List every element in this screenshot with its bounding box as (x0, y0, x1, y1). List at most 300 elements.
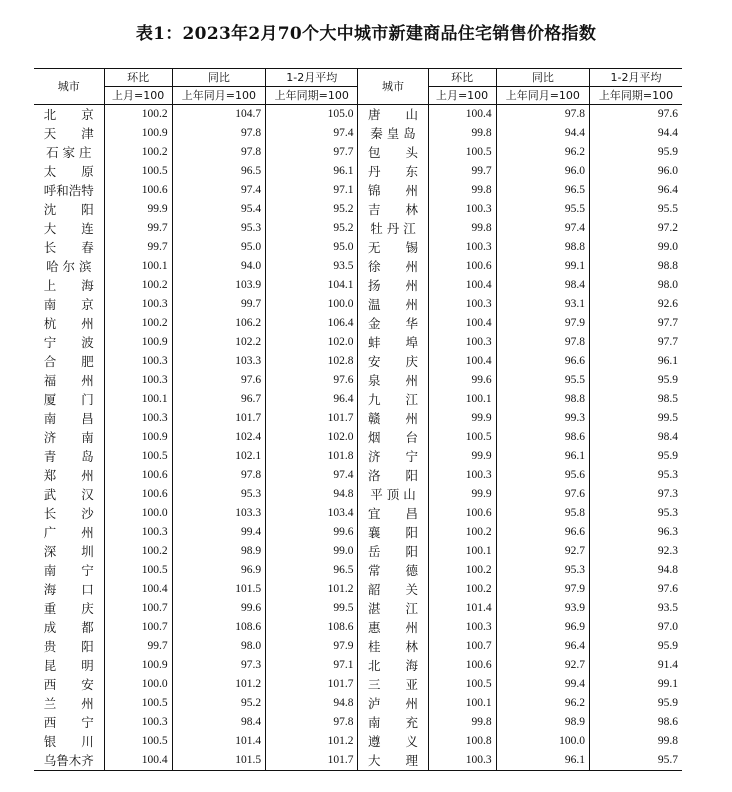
city-name: 岳 阳 (358, 542, 428, 561)
table-row (34, 162, 682, 181)
city-name: 牡 丹 江 (358, 219, 428, 238)
mom-value: 100.5 (104, 694, 172, 713)
ytd-value: 97.1 (266, 181, 358, 200)
ytd-value: 96.0 (590, 162, 682, 181)
ytd-value: 95.7 (590, 751, 682, 771)
yoy-value: 97.9 (496, 314, 589, 333)
yoy-value: 96.6 (496, 352, 589, 371)
mom-value: 100.4 (428, 352, 496, 371)
table-row (34, 219, 682, 238)
ytd-base-left: 上年同期=100 (266, 87, 358, 105)
ytd-value: 97.7 (590, 314, 682, 333)
ytd-value: 94.8 (266, 485, 358, 504)
yoy-value: 108.6 (172, 618, 265, 637)
city-name: 海 口 (43, 582, 94, 597)
ytd-value: 95.9 (590, 694, 682, 713)
yoy-value: 93.9 (496, 599, 589, 618)
city-name: 深 圳 (43, 544, 94, 559)
mom-value: 99.9 (428, 409, 496, 428)
mom-value: 100.3 (104, 713, 172, 732)
yoy-value: 102.4 (172, 428, 265, 447)
mom-value: 100.3 (428, 751, 496, 771)
city-name: 长 沙 (43, 506, 94, 521)
yoy-value: 97.8 (172, 143, 265, 162)
table-row (34, 200, 682, 219)
city-name: 广 州 (43, 525, 94, 540)
ytd-value: 96.5 (266, 561, 358, 580)
mom-value: 100.6 (104, 485, 172, 504)
table-row (34, 561, 682, 580)
ytd-value: 98.5 (590, 390, 682, 409)
ytd-value: 97.4 (266, 124, 358, 143)
table-row (34, 428, 682, 447)
city-name: 贵 阳 (43, 639, 94, 654)
table-row (34, 637, 682, 656)
table-row (34, 371, 682, 390)
ytd-value: 99.5 (266, 599, 358, 618)
header-row (34, 69, 682, 87)
yoy-value: 92.7 (496, 542, 589, 561)
mom-value: 100.5 (428, 428, 496, 447)
mom-value: 100.6 (428, 656, 496, 675)
ytd-value: 96.4 (266, 390, 358, 409)
yoy-value: 95.3 (172, 219, 265, 238)
ytd-value: 91.4 (590, 656, 682, 675)
yoy-value: 94.0 (172, 257, 265, 276)
mom-value: 100.1 (104, 257, 172, 276)
yoy-value: 101.2 (172, 675, 265, 694)
city-name: 襄 阳 (358, 523, 428, 542)
table-row (34, 143, 682, 162)
ytd-value: 96.1 (266, 162, 358, 181)
ytd-value: 97.9 (266, 637, 358, 656)
yoy-value: 98.8 (496, 238, 589, 257)
city-name: 扬 州 (358, 276, 428, 295)
mom-value: 100.5 (104, 561, 172, 580)
city-name: 大 连 (43, 221, 94, 236)
mom-value: 100.2 (428, 523, 496, 542)
mom-base-right: 上月=100 (428, 87, 496, 105)
yoy-value: 98.8 (496, 390, 589, 409)
ytd-value: 97.1 (266, 656, 358, 675)
mom-value: 100.3 (428, 618, 496, 637)
yoy-value: 97.8 (496, 333, 589, 352)
city-name: 遵 义 (358, 732, 428, 751)
mom-value: 100.2 (104, 542, 172, 561)
mom-value: 101.4 (428, 599, 496, 618)
ytd-value: 101.7 (266, 675, 358, 694)
city-name: 银 川 (43, 734, 94, 749)
ytd-value: 99.0 (590, 238, 682, 257)
mom-value: 100.4 (104, 580, 172, 599)
ytd-value: 103.4 (266, 504, 358, 523)
yoy-value: 97.8 (172, 124, 265, 143)
yoy-value: 104.7 (172, 105, 265, 125)
mom-value: 100.3 (428, 238, 496, 257)
table-row (34, 542, 682, 561)
city-name: 福 州 (43, 373, 94, 388)
city-name: 武 汉 (43, 487, 94, 502)
mom-value: 99.7 (104, 219, 172, 238)
yoy-value: 102.2 (172, 333, 265, 352)
ytd-value: 97.7 (266, 143, 358, 162)
city-name: 合 肥 (43, 354, 94, 369)
city-name: 上 海 (43, 278, 94, 293)
yoy-value: 103.3 (172, 504, 265, 523)
yoy-value: 106.2 (172, 314, 265, 333)
ytd-value: 95.0 (266, 238, 358, 257)
mom-value: 100.0 (104, 675, 172, 694)
yoy-value: 95.0 (172, 238, 265, 257)
ytd-value: 93.5 (266, 257, 358, 276)
yoy-value: 99.7 (172, 295, 265, 314)
yoy-value: 101.7 (172, 409, 265, 428)
city-name: 杭 州 (43, 316, 94, 331)
yoy-value: 97.6 (172, 371, 265, 390)
mom-value: 100.6 (428, 504, 496, 523)
mom-value: 100.3 (428, 333, 496, 352)
ytd-value: 97.7 (590, 333, 682, 352)
mom-value: 100.6 (104, 181, 172, 200)
mom-value: 100.7 (104, 618, 172, 637)
mom-value: 100.4 (428, 105, 496, 125)
yoy-value: 98.9 (172, 542, 265, 561)
yoy-value: 99.1 (496, 257, 589, 276)
city-name: 宜 昌 (358, 504, 428, 523)
ytd-value: 106.4 (266, 314, 358, 333)
city-name: 烟 台 (358, 428, 428, 447)
ytd-value: 101.2 (266, 580, 358, 599)
ytd-value: 95.9 (590, 637, 682, 656)
ytd-value: 97.6 (590, 580, 682, 599)
mom-value: 100.4 (104, 751, 172, 771)
mom-value: 100.4 (428, 276, 496, 295)
yoy-value: 96.6 (496, 523, 589, 542)
mom-value: 100.0 (104, 504, 172, 523)
mom-value: 100.9 (104, 333, 172, 352)
ytd-value: 95.9 (590, 447, 682, 466)
yoy-value: 96.1 (496, 751, 589, 771)
yoy-value: 98.6 (496, 428, 589, 447)
ytd-value: 97.0 (590, 618, 682, 637)
city-name: 蚌 埠 (358, 333, 428, 352)
yoy-value: 96.2 (496, 694, 589, 713)
yoy-value: 96.9 (172, 561, 265, 580)
ytd-value: 98.6 (590, 713, 682, 732)
city-name: 石 家 庄 (46, 145, 92, 160)
mom-value: 100.2 (104, 276, 172, 295)
ytd-value: 93.5 (590, 599, 682, 618)
yoy-value: 96.7 (172, 390, 265, 409)
table-row (34, 390, 682, 409)
yoy-value: 96.4 (496, 637, 589, 656)
ytd-header-left: 1-2月平均 (266, 69, 358, 87)
table-row (34, 656, 682, 675)
table-row (34, 599, 682, 618)
city-name: 呼和浩特 (43, 183, 94, 198)
city-name: 安 庆 (358, 352, 428, 371)
table-row (34, 504, 682, 523)
mom-value: 99.8 (428, 181, 496, 200)
yoy-base-left: 上年同月=100 (172, 87, 265, 105)
yoy-value: 99.4 (496, 675, 589, 694)
ytd-value: 96.1 (590, 352, 682, 371)
city-name: 无 锡 (358, 238, 428, 257)
ytd-value: 97.8 (266, 713, 358, 732)
city-name: 长 春 (43, 240, 94, 255)
ytd-value: 98.4 (590, 428, 682, 447)
city-name: 泉 州 (358, 371, 428, 390)
city-name: 大 理 (358, 751, 428, 771)
yoy-value: 102.1 (172, 447, 265, 466)
table-row (34, 580, 682, 599)
city-name: 哈 尔 滨 (46, 259, 92, 274)
yoy-value: 97.4 (172, 181, 265, 200)
yoy-value: 99.4 (172, 523, 265, 542)
city-name: 厦 门 (43, 392, 94, 407)
ytd-value: 102.8 (266, 352, 358, 371)
yoy-value: 96.5 (496, 181, 589, 200)
yoy-value: 92.7 (496, 656, 589, 675)
yoy-value: 97.4 (496, 219, 589, 238)
mom-value: 99.6 (428, 371, 496, 390)
mom-value: 100.2 (104, 143, 172, 162)
ytd-value: 96.4 (590, 181, 682, 200)
ytd-value: 95.9 (590, 371, 682, 390)
mom-value: 100.4 (428, 314, 496, 333)
mom-value: 100.3 (428, 295, 496, 314)
yoy-value: 101.5 (172, 580, 265, 599)
ytd-header-right: 1-2月平均 (590, 69, 682, 87)
yoy-value: 95.3 (496, 561, 589, 580)
city-name: 桂 林 (358, 637, 428, 656)
mom-value: 99.9 (428, 485, 496, 504)
yoy-value: 95.4 (172, 200, 265, 219)
city-name: 丹 东 (358, 162, 428, 181)
city-name: 金 华 (358, 314, 428, 333)
yoy-value: 97.9 (496, 580, 589, 599)
mom-value: 100.1 (428, 694, 496, 713)
city-name: 南 充 (358, 713, 428, 732)
mom-value: 100.9 (104, 656, 172, 675)
table-row (34, 276, 682, 295)
city-name: 青 岛 (43, 449, 94, 464)
table-row (34, 675, 682, 694)
ytd-value: 97.3 (590, 485, 682, 504)
yoy-value: 96.5 (172, 162, 265, 181)
ytd-value: 96.3 (590, 523, 682, 542)
table-row (34, 751, 682, 771)
ytd-value: 102.0 (266, 428, 358, 447)
yoy-value: 103.9 (172, 276, 265, 295)
city-name: 徐 州 (358, 257, 428, 276)
mom-value: 100.3 (428, 200, 496, 219)
yoy-value: 95.5 (496, 200, 589, 219)
ytd-value: 100.0 (266, 295, 358, 314)
yoy-value: 98.4 (172, 713, 265, 732)
yoy-value: 94.4 (496, 124, 589, 143)
yoy-value: 96.9 (496, 618, 589, 637)
ytd-value: 101.2 (266, 732, 358, 751)
table-row (34, 257, 682, 276)
yoy-value: 101.5 (172, 751, 265, 771)
yoy-value: 98.9 (496, 713, 589, 732)
city-name: 西 宁 (43, 715, 94, 730)
table-body (34, 105, 682, 771)
ytd-value: 97.6 (590, 105, 682, 125)
city-name: 济 宁 (358, 447, 428, 466)
yoy-value: 95.3 (172, 485, 265, 504)
city-name: 北 京 (43, 107, 94, 122)
city-name: 成 都 (43, 620, 94, 635)
mom-value: 99.9 (104, 200, 172, 219)
yoy-value: 101.4 (172, 732, 265, 751)
yoy-value: 99.3 (496, 409, 589, 428)
city-name: 三 亚 (358, 675, 428, 694)
city-header-right: 城市 (358, 69, 428, 105)
city-name: 常 德 (358, 561, 428, 580)
ytd-value: 97.2 (590, 219, 682, 238)
mom-value: 100.1 (428, 542, 496, 561)
yoy-value: 97.3 (172, 656, 265, 675)
city-name: 吉 林 (358, 200, 428, 219)
mom-value: 100.7 (428, 637, 496, 656)
yoy-value: 97.8 (496, 105, 589, 125)
mom-value: 100.1 (104, 390, 172, 409)
city-name: 泸 州 (358, 694, 428, 713)
table-row (34, 732, 682, 751)
yoy-value: 96.0 (496, 162, 589, 181)
yoy-header-left: 同比 (172, 69, 265, 87)
yoy-value: 95.8 (496, 504, 589, 523)
table-row (34, 409, 682, 428)
city-name: 西 安 (43, 677, 94, 692)
mom-value: 100.9 (104, 428, 172, 447)
mom-value: 99.8 (428, 124, 496, 143)
ytd-value: 102.0 (266, 333, 358, 352)
yoy-value: 100.0 (496, 732, 589, 751)
city-name: 郑 州 (43, 468, 94, 483)
yoy-value: 97.8 (172, 466, 265, 485)
ytd-value: 95.5 (590, 200, 682, 219)
ytd-value: 108.6 (266, 618, 358, 637)
ytd-value: 101.7 (266, 751, 358, 771)
mom-value: 100.2 (104, 105, 172, 125)
city-name: 北 海 (358, 656, 428, 675)
table-row (34, 694, 682, 713)
yoy-value: 98.0 (172, 637, 265, 656)
city-name: 温 州 (358, 295, 428, 314)
mom-value: 100.5 (428, 675, 496, 694)
mom-value: 100.2 (104, 314, 172, 333)
mom-value: 100.3 (104, 409, 172, 428)
table-row (34, 352, 682, 371)
mom-value: 99.9 (428, 447, 496, 466)
yoy-value: 103.3 (172, 352, 265, 371)
ytd-value: 92.3 (590, 542, 682, 561)
table-row (34, 333, 682, 352)
mom-value: 99.8 (428, 713, 496, 732)
ytd-value: 97.6 (266, 371, 358, 390)
city-name: 韶 关 (358, 580, 428, 599)
price-index-table (34, 68, 682, 771)
table-row (34, 618, 682, 637)
ytd-value: 95.3 (590, 466, 682, 485)
table-row (34, 238, 682, 257)
table-row (34, 523, 682, 542)
ytd-value: 95.2 (266, 219, 358, 238)
city-name: 宁 波 (43, 335, 94, 350)
mom-header-right: 环比 (428, 69, 496, 87)
mom-value: 100.6 (428, 257, 496, 276)
city-name: 天 津 (43, 126, 94, 141)
city-name: 昆 明 (43, 658, 94, 673)
ytd-value: 99.1 (590, 675, 682, 694)
mom-value: 100.3 (104, 523, 172, 542)
ytd-value: 104.1 (266, 276, 358, 295)
city-name: 湛 江 (358, 599, 428, 618)
city-name: 济 南 (43, 430, 94, 445)
city-name: 南 昌 (43, 411, 94, 426)
ytd-value: 99.0 (266, 542, 358, 561)
mom-value: 99.7 (104, 238, 172, 257)
city-name: 九 江 (358, 390, 428, 409)
ytd-value: 105.0 (266, 105, 358, 125)
mom-value: 100.2 (428, 580, 496, 599)
table-row (34, 105, 682, 125)
yoy-value: 93.1 (496, 295, 589, 314)
mom-value: 99.7 (428, 162, 496, 181)
yoy-value: 96.2 (496, 143, 589, 162)
city-name: 锦 州 (358, 181, 428, 200)
mom-value: 100.3 (428, 466, 496, 485)
ytd-value: 98.0 (590, 276, 682, 295)
ytd-value: 95.2 (266, 200, 358, 219)
yoy-value: 95.5 (496, 371, 589, 390)
table-row (34, 124, 682, 143)
mom-value: 100.8 (428, 732, 496, 751)
mom-value: 100.1 (428, 390, 496, 409)
ytd-value: 99.8 (590, 732, 682, 751)
table-row (34, 314, 682, 333)
ytd-value: 101.7 (266, 409, 358, 428)
yoy-value: 95.2 (172, 694, 265, 713)
ytd-value: 92.6 (590, 295, 682, 314)
city-name: 太 原 (43, 164, 94, 179)
mom-base-left: 上月=100 (104, 87, 172, 105)
mom-value: 100.6 (104, 466, 172, 485)
city-name: 赣 州 (358, 409, 428, 428)
mom-value: 100.3 (104, 371, 172, 390)
city-name: 唐 山 (358, 105, 428, 125)
yoy-value: 99.6 (172, 599, 265, 618)
city-name: 惠 州 (358, 618, 428, 637)
table-title: 表1：2023年2月70个大中城市新建商品住宅销售价格指数 (135, 24, 597, 44)
table-row (34, 295, 682, 314)
table-row (34, 713, 682, 732)
city-name: 乌鲁木齐 (34, 751, 104, 771)
yoy-value: 95.6 (496, 466, 589, 485)
city-name: 兰 州 (43, 696, 94, 711)
mom-value: 100.3 (104, 295, 172, 314)
ytd-value: 94.4 (590, 124, 682, 143)
mom-header-left: 环比 (104, 69, 172, 87)
ytd-value: 95.3 (590, 504, 682, 523)
city-name: 平 顶 山 (358, 485, 428, 504)
mom-value: 100.3 (104, 352, 172, 371)
ytd-value: 97.4 (266, 466, 358, 485)
ytd-base-right: 上年同期=100 (590, 87, 682, 105)
